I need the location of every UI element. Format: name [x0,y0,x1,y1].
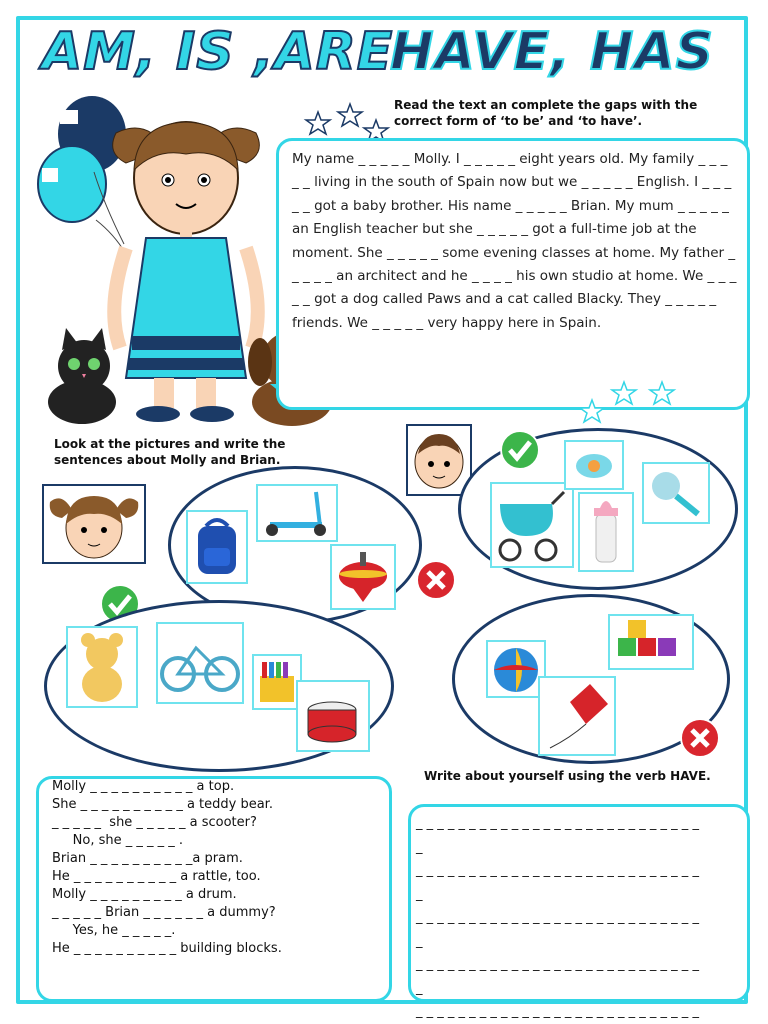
spinning-top-icon [330,544,396,610]
sentence-line: No, she _ _ _ _ _ . [52,833,184,848]
yourself-instruction: Write about yourself using the verb HAVE. [424,769,711,783]
sentence-line: He _ _ _ _ _ _ _ _ _ _ a rattle, too. [52,869,261,884]
title-have-has: HAVE, HAS [390,22,715,82]
write-line[interactable]: _ [416,886,423,902]
sentence-line: She _ _ _ _ _ _ _ _ _ _ a teddy bear. [52,797,273,812]
cross-icon [680,718,720,758]
cross-icon [416,560,456,600]
write-line[interactable]: _ [416,839,423,855]
write-line[interactable]: _ [416,980,423,996]
kite-icon [538,676,616,756]
sentence-line: _ _ _ _ _ Brian _ _ _ _ _ _ a dummy? [52,905,276,920]
sentence-line: _ _ _ _ _ she _ _ _ _ _ a scooter? [52,815,257,830]
write-lines [416,812,734,1024]
write-line[interactable]: _ _ _ _ _ _ _ _ _ _ _ _ _ _ _ _ _ _ _ _ _ _ _ _ _ _ _ [416,910,699,925]
write-line[interactable]: _ _ _ _ _ _ _ _ _ _ _ _ _ _ _ _ _ _ _ _ _ _ _ _ _ _ _ [416,957,699,972]
sentence-line: Molly _ _ _ _ _ _ _ _ _ _ a top. [52,779,235,794]
dummy-icon [564,440,624,490]
sentences-list [52,778,282,958]
sentence-line: Molly _ _ _ _ _ _ _ _ _ a drum. [52,887,237,902]
sentence-line: Brian _ _ _ _ _ _ _ _ _ _a pram. [52,851,243,866]
drum-icon [296,680,370,752]
title-am-is-are: AM, IS ,ARE [42,22,394,82]
molly-portrait [42,484,146,564]
bicycle-icon [156,622,244,704]
write-line[interactable]: _ _ _ _ _ _ _ _ _ _ _ _ _ _ _ _ _ _ _ _ _ _ _ _ _ _ _ [416,816,699,831]
beach-ball-icon [486,640,546,698]
backpack-icon [186,510,248,584]
check-icon [500,430,540,470]
write-line[interactable]: _ [416,933,423,949]
sentence-line: Yes, he _ _ _ _ _. [52,923,176,938]
pictures-instruction: Look at the pictures and write the sentences about Molly and Brian. [54,437,286,467]
cat-illustration [32,326,132,426]
sentence-line: He _ _ _ _ _ _ _ _ _ _ building blocks. [52,941,282,956]
rattle-icon [642,462,710,524]
crayons-icon [252,654,302,710]
write-line[interactable]: _ _ _ _ _ _ _ _ _ _ _ _ _ _ _ _ _ _ _ _ _ _ _ _ _ _ _ [416,863,699,878]
gap-fill-instruction: Read the text an complete the gaps with the correct form of ‘to be’ and ‘to have’. [394,98,698,128]
teddy-bear-icon [66,626,138,708]
building-blocks-icon [608,614,694,670]
write-line[interactable]: _ _ _ _ _ _ _ _ _ _ _ _ _ _ _ _ _ _ _ _ _ _ _ _ _ _ _ [416,1004,699,1019]
baby-bottle-icon [578,492,634,572]
star-icon [578,376,688,426]
pram-icon [490,482,574,568]
brian-portrait [406,424,472,496]
scooter-icon [256,484,338,542]
gap-fill-paragraph: My name _ _ _ _ _ Molly. I _ _ _ _ _ eight years old. My family _ _ _ _ _ living in the south of Spain now but we _ _ _ _ _ English. I _ _ _ _ _ got a baby brother. His name _ _ _ _ _ Brian. My mum _ _ _ _ _ an English teacher but she _ _ _ _ _ got a full-time job at the moment. She _ _ _ _ _ some evening classes at home. My father _ _ _ _ _ an architect and he _ _ _ _ his own studio at home. We _ _ _ _ _ got a dog called Paws and a cat called Blacky. They _ _ _ _ _ friends. We _ _ _ _ _ very happy here in Spain. [292,151,737,331]
